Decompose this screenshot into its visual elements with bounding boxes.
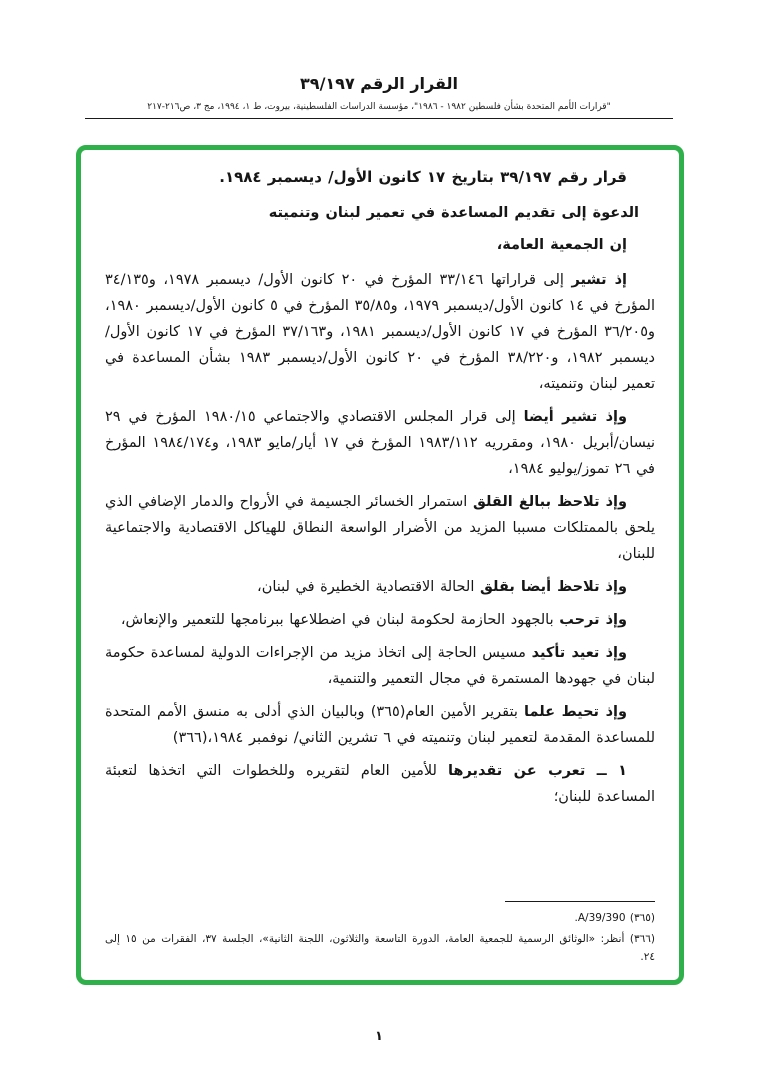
page-header xyxy=(0,74,758,119)
paragraph-text: استمرار الخسائر الجسيمة في الأرواح والدمار الإضافي الذي يلحق بالممتلكات مسببا المزيد من الأضرار الواسعة النطاق للهياكل الاقتصادية والاجتماعية للبنان، xyxy=(105,494,655,562)
resolution-paragraph xyxy=(105,489,655,567)
resolution-paragraph xyxy=(105,267,655,397)
page-title: القرار الرقم ٣٩/١٩٧ xyxy=(300,74,458,93)
footnote-marker: (٣٦٦) xyxy=(629,933,655,945)
footnote-text: A/39/390. xyxy=(574,912,626,924)
resolution-paragraph xyxy=(105,574,655,600)
paragraph-lead: ١ ــ تعرب عن تقديرها xyxy=(447,763,627,779)
source-citation: "قرارات الأمم المتحدة بشأن فلسطين ١٩٨٢ - ١٩٨٦"، مؤسسة الدراسات الفلسطينية، بيروت، ط ١، ١٩٩٤، مج ٣، ص٢١٦-٢١٧ xyxy=(147,102,611,112)
paragraph-lead: وإذ تعيد تأكيد xyxy=(531,645,627,661)
resolution-opening: إن الجمعية العامة، xyxy=(496,237,627,253)
paragraph-text: بالجهود الحازمة لحكومة لبنان في اضطلاعها ببرنامجها للتعمير والإنعاش، xyxy=(120,612,560,628)
paragraph-lead: وإذ تحيط علما xyxy=(524,704,627,720)
footnote-text: أنظر: «الوثائق الرسمية للجمعية العامة، الدورة التاسعة والثلاثون، اللجنة الثانية»، الجلسة ٣٧، الفقرات من ١٥ إلى ٢٤. xyxy=(105,933,655,963)
resolution-paragraph xyxy=(105,758,655,810)
paragraph-lead: وإذ تشير أيضا xyxy=(523,409,628,425)
footnote xyxy=(105,909,655,927)
paragraph-text: إلى قرار المجلس الاقتصادي والاجتماعي ١٩٨٠/١٥ المؤرخ في ٢٩ نيسان/أبريل ١٩٨٠، ومقرريه ١٩٨٣/١١٢ المؤرخ في ١٧ أيار/مايو ١٩٨٣، و١٩٨٤/١٧٤ المؤرخ في ٢٦ تموز/يوليو ١٩٨٤، xyxy=(105,409,655,477)
resolution-paragraph xyxy=(105,607,655,633)
paragraph-text: مسيس الحاجة إلى اتخاذ مزيد من الإجراءات الدولية لمساعدة حكومة لبنان في جهودها المستمرة في مجال التعمير والتنمية، xyxy=(105,645,655,687)
paragraph-text: إلى قراراتها ٣٣/١٤٦ المؤرخ في ٢٠ كانون الأول/ ديسمبر ١٩٧٨، و٣٤/١٣٥ المؤرخ في ١٤ كانون الأول/ديسمبر ١٩٧٩، و٣٥/٨٥ المؤرخ في ٥ كانون الأول/ديسمبر ١٩٨٠، و٣٦/٢٠٥ المؤرخ في ١٧ كانون الأول/ديسمبر ١٩٨١، و٣٧/١٦٣ المؤرخ في ١٧ كانون الأول/ديسمبر ١٩٨٢، و٣٨/٢٢٠ المؤرخ في ٢٠ كانون الأول/ديسمبر ١٩٨٣ بشأن المساعدة في تعمير لبنان وتنميته، xyxy=(105,272,656,392)
resolution-subheading: الدعوة إلى تقديم المساعدة في تعمير لبنان وتنميته xyxy=(268,205,639,221)
resolution-frame xyxy=(76,145,684,985)
footnote xyxy=(105,930,655,966)
paragraph-lead: وإذ تلاحظ ببالغ القلق xyxy=(472,494,628,510)
resolution-heading: قرار رقم ٣٩/١٩٧ بتاريخ ١٧ كانون الأول/ ديسمبر ١٩٨٤. xyxy=(219,168,627,186)
paragraph-text: الحالة الاقتصادية الخطيرة في لبنان، xyxy=(257,579,480,595)
resolution-paragraph xyxy=(105,404,655,482)
footnote-block xyxy=(105,893,655,966)
page-number: ١ xyxy=(375,1029,383,1044)
resolution-paragraphs xyxy=(105,260,655,810)
paragraph-lead: وإذ ترحب xyxy=(559,612,627,628)
paragraph-text: للأمين العام لتقريره وللخطوات التي اتخذها لتعبئة المساعدة للبنان؛ xyxy=(105,763,655,805)
resolution-paragraph xyxy=(105,640,655,692)
footnote-list xyxy=(105,909,655,966)
paragraph-lead: إذ تشير xyxy=(571,272,627,288)
footnote-marker: (٣٦٥) xyxy=(629,912,655,924)
paragraph-text: بتقرير الأمين العام(٣٦٥) وبالبيان الذي أدلى به منسق الأمم المتحدة للمساعدة المقدمة لتعمير لبنان وتنميته في ٦ تشرين الثاني/ نوفمبر ١٩٨٤،(٣٦٦) xyxy=(105,704,655,746)
footnote-rule xyxy=(505,901,655,902)
paragraph-lead: وإذ تلاحظ أيضا بقلق xyxy=(479,579,627,595)
resolution-paragraph xyxy=(105,699,655,751)
header-rule xyxy=(85,118,673,119)
